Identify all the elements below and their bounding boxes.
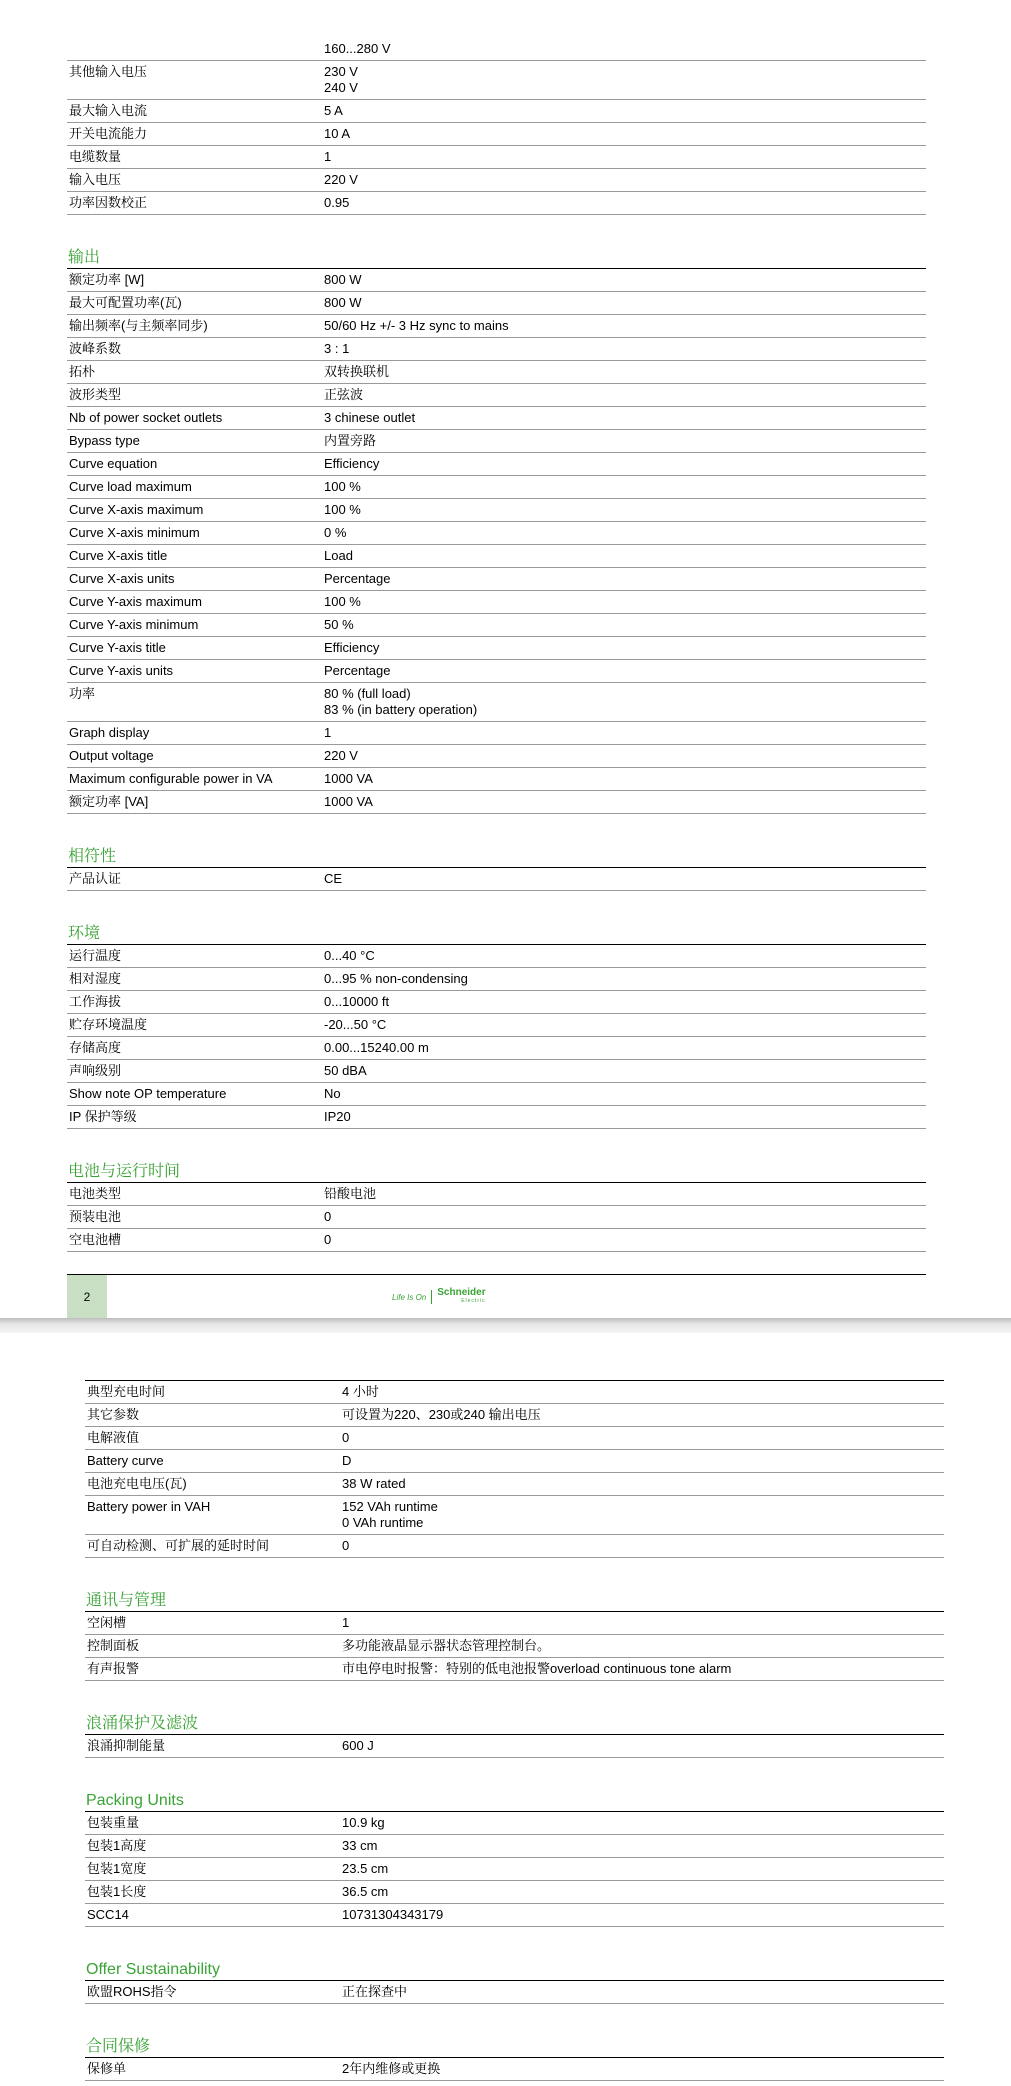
page-2-content — [85, 1380, 944, 2081]
spec-label: 控制面板 — [87, 1638, 140, 1653]
spec-page-2 — [0, 1333, 1011, 2086]
spec-label: Show note OP temperature — [69, 1086, 227, 1101]
spec-row — [67, 315, 926, 338]
spec-label: 相对湿度 — [69, 971, 122, 986]
spec-value — [324, 1186, 926, 1202]
spec-label: Curve load maximum — [69, 479, 192, 494]
spec-value — [324, 1209, 926, 1225]
section-title: 相符性 — [68, 848, 117, 865]
spec-label: SCC14 — [87, 1907, 129, 1922]
page-1-content — [67, 38, 926, 1252]
spec-label: Curve Y-axis maximum — [69, 594, 202, 609]
spec-value — [324, 948, 926, 964]
spec-value-line: 50/60 Hz +/- 3 Hz sync to mains — [324, 318, 509, 333]
spec-row — [85, 2058, 944, 2081]
spec-value-line: IP20 — [324, 1109, 351, 1124]
spec-table — [67, 944, 926, 1129]
spec-label: 保修单 — [87, 2061, 127, 2076]
spec-label: 包装1长度 — [87, 1884, 147, 1899]
spec-value-line: 0 VAh runtime — [342, 1515, 424, 1530]
spec-row — [67, 100, 926, 123]
spec-label: Curve Y-axis title — [69, 640, 166, 655]
spec-value-line: 可设置为220、230或240 输出电压 — [342, 1407, 541, 1422]
spec-value-line: 600 J — [342, 1738, 374, 1753]
spec-row — [67, 791, 926, 814]
spec-row — [67, 660, 926, 683]
spec-value-line: 0...95 % non-condensing — [324, 971, 468, 986]
spec-value — [324, 571, 926, 587]
spec-row — [67, 61, 926, 100]
spec-value-line: 0.00...15240.00 m — [324, 1040, 429, 1055]
spec-table — [85, 2057, 944, 2081]
spec-label: Curve Y-axis units — [69, 663, 174, 678]
spec-value — [324, 364, 926, 380]
spec-row — [67, 38, 926, 61]
spec-value — [342, 1638, 944, 1654]
spec-value-line: 160...280 V — [324, 41, 391, 56]
spec-value-line: 50 dBA — [324, 1063, 367, 1078]
spec-label: 可自动检测、可扩展的延时时间 — [87, 1538, 270, 1553]
spec-value-line: 市电停电时报警：特别的低电池报警overload continuous tone alarm — [342, 1661, 732, 1676]
spec-label: 其他输入电压 — [69, 64, 148, 79]
spec-value — [342, 1738, 944, 1754]
spec-value-line: 双转换联机 — [324, 364, 390, 379]
spec-value-line: 10.9 kg — [342, 1815, 385, 1830]
spec-value-line: 230 V — [324, 64, 358, 79]
spec-value — [342, 1884, 944, 1900]
spec-value — [324, 1232, 926, 1248]
spec-value — [324, 456, 926, 472]
spec-row — [67, 407, 926, 430]
spec-label: Nb of power socket outlets — [69, 410, 223, 425]
spec-row — [67, 1106, 926, 1129]
spec-row — [67, 683, 926, 722]
spec-label: Curve X-axis minimum — [69, 525, 200, 540]
spec-row — [67, 991, 926, 1014]
spec-value-line: 正弦波 — [324, 387, 364, 402]
section-title: 电池与运行时间 — [68, 1163, 181, 1180]
spec-value — [342, 1815, 944, 1831]
spec-value — [342, 1407, 944, 1423]
spec-label: 电池类型 — [69, 1186, 122, 1201]
spec-row — [67, 1083, 926, 1106]
spec-label: 额定功率 [W] — [69, 272, 145, 287]
spec-label: 输入电压 — [69, 172, 122, 187]
spec-value-line: 1000 VA — [324, 771, 373, 786]
spec-row — [67, 1014, 926, 1037]
spec-value-line: 1 — [342, 1615, 350, 1630]
spec-value-line: 80 % (full load) — [324, 686, 411, 701]
spec-value — [324, 794, 926, 810]
spec-label: 声响级别 — [69, 1063, 122, 1078]
spec-value — [342, 1453, 944, 1469]
spec-row — [67, 499, 926, 522]
spec-label: 电解液值 — [87, 1430, 140, 1445]
spec-row — [85, 1881, 944, 1904]
spec-value-line: 0 — [324, 1209, 332, 1224]
spec-value-line: 800 W — [324, 272, 362, 287]
spec-row — [67, 146, 926, 169]
spec-value — [324, 1040, 926, 1056]
spec-row — [85, 1427, 944, 1450]
spec-value — [342, 2061, 944, 2077]
spec-row — [85, 1904, 944, 1927]
spec-value — [342, 1907, 944, 1923]
spec-label: 开关电流能力 — [69, 126, 148, 141]
spec-label: 产品认证 — [69, 871, 122, 886]
spec-value — [324, 1109, 926, 1125]
spec-row — [67, 591, 926, 614]
spec-label: Output voltage — [69, 748, 154, 763]
spec-value — [342, 1476, 944, 1492]
spec-label: 波峰系数 — [69, 341, 122, 356]
spec-value — [324, 686, 926, 718]
spec-value — [342, 1430, 944, 1446]
spec-value — [342, 1838, 944, 1854]
spec-row — [67, 768, 926, 791]
spec-table — [67, 867, 926, 891]
logo-brand-name: Schneider — [437, 1287, 486, 1298]
spec-value — [324, 594, 926, 610]
spec-value — [324, 272, 926, 288]
spec-value — [324, 1063, 926, 1079]
spec-row — [67, 1229, 926, 1252]
spec-row — [85, 1858, 944, 1881]
spec-row — [67, 568, 926, 591]
spec-label: 贮存环境温度 — [69, 1017, 148, 1032]
schneider-logo — [392, 1289, 486, 1305]
spec-row — [67, 1060, 926, 1083]
spec-value — [324, 994, 926, 1010]
spec-label: Curve X-axis title — [69, 548, 168, 563]
spec-row — [85, 1496, 944, 1535]
spec-row — [67, 292, 926, 315]
spec-label: 欧盟ROHS指令 — [87, 1984, 177, 1999]
spec-value-line: 36.5 cm — [342, 1884, 389, 1899]
spec-label: 波形类型 — [69, 387, 122, 402]
page-footer — [67, 1274, 926, 1318]
spec-row — [85, 1612, 944, 1635]
spec-row — [67, 453, 926, 476]
spec-row — [67, 745, 926, 768]
spec-label: Battery curve — [87, 1453, 164, 1468]
spec-table — [85, 1611, 944, 1681]
spec-value — [324, 387, 926, 403]
spec-value — [324, 103, 926, 119]
spec-label: 典型充电时间 — [87, 1384, 166, 1399]
spec-value — [324, 525, 926, 541]
spec-label: Graph display — [69, 725, 150, 740]
spec-table — [67, 1182, 926, 1252]
spec-value — [324, 1017, 926, 1033]
spec-label: 包装1高度 — [87, 1838, 147, 1853]
spec-row — [85, 1450, 944, 1473]
spec-value-line: 1000 VA — [324, 794, 373, 809]
logo-brand — [437, 1288, 485, 1306]
spec-value-line: 100 % — [324, 594, 361, 609]
spec-label: 空闲槽 — [87, 1615, 127, 1630]
spec-value-line: 220 V — [324, 172, 358, 187]
spec-value — [324, 295, 926, 311]
spec-row — [67, 192, 926, 215]
spec-row — [67, 1037, 926, 1060]
spec-label: 最大可配置功率(瓦) — [69, 295, 182, 310]
spec-value — [324, 725, 926, 741]
logo-divider — [431, 1290, 432, 1304]
spec-value — [324, 748, 926, 764]
spec-value-line: 0 — [324, 1232, 332, 1247]
spec-value-line: 240 V — [324, 80, 358, 95]
spec-label: 有声报警 — [87, 1661, 140, 1676]
spec-value-line: 铅酸电池 — [324, 1186, 377, 1201]
spec-row — [85, 1404, 944, 1427]
spec-value-line: Efficiency — [324, 456, 380, 471]
section-title: 通讯与管理 — [86, 1592, 167, 1609]
spec-row — [67, 637, 926, 660]
spec-value-line: 1 — [324, 149, 332, 164]
spec-value-line: 0 — [342, 1538, 350, 1553]
spec-value-line: 5 A — [324, 103, 343, 118]
spec-label: Curve X-axis units — [69, 571, 175, 586]
spec-label: 最大输入电流 — [69, 103, 148, 118]
spec-value-line: Percentage — [324, 663, 391, 678]
spec-table — [85, 1734, 944, 1758]
spec-value-line: 正在探查中 — [342, 1984, 408, 1999]
spec-row — [67, 123, 926, 146]
spec-value — [324, 41, 926, 57]
spec-value-line: 1 — [324, 725, 332, 740]
spec-value-line: 2年内维修或更换 — [342, 2061, 441, 2076]
spec-value-line: 800 W — [324, 295, 362, 310]
spec-value-line: 33 cm — [342, 1838, 378, 1853]
spec-label: 预装电池 — [69, 1209, 122, 1224]
spec-table — [67, 38, 926, 215]
spec-value-line: 0...10000 ft — [324, 994, 390, 1009]
spec-row — [85, 1735, 944, 1758]
spec-row — [85, 1835, 944, 1858]
spec-row — [67, 968, 926, 991]
spec-row — [85, 1658, 944, 1681]
logo-tagline: Life Is On — [392, 1292, 427, 1302]
page-number: 2 — [67, 1275, 107, 1319]
spec-value — [342, 1499, 944, 1531]
spec-row — [85, 1381, 944, 1404]
spec-value — [324, 617, 926, 633]
spec-value-line: 内置旁路 — [324, 433, 377, 448]
spec-value — [324, 771, 926, 787]
spec-value — [324, 548, 926, 564]
spec-value — [324, 433, 926, 449]
spec-table — [85, 1380, 944, 1558]
spec-value-line: 4 小时 — [342, 1384, 379, 1399]
spec-value — [324, 149, 926, 165]
spec-label: Curve equation — [69, 456, 158, 471]
spec-label: Curve Y-axis minimum — [69, 617, 199, 632]
spec-row — [67, 722, 926, 745]
spec-row — [85, 1981, 944, 2004]
spec-value-line: 0...40 °C — [324, 948, 375, 963]
spec-value — [324, 640, 926, 656]
spec-value-line: 3 : 1 — [324, 341, 350, 356]
spec-row — [67, 1206, 926, 1229]
spec-label: Maximum configurable power in VA — [69, 771, 273, 786]
spec-row — [67, 545, 926, 568]
section-title: 输出 — [68, 249, 101, 266]
spec-label: IP 保护等级 — [69, 1109, 137, 1124]
spec-value — [324, 1086, 926, 1102]
spec-label: 运行温度 — [69, 948, 122, 963]
spec-row — [67, 868, 926, 891]
spec-value — [324, 341, 926, 357]
spec-label: 工作海拔 — [69, 994, 122, 1009]
spec-label: 电池充电电压(瓦) — [87, 1476, 187, 1491]
spec-label: 包装重量 — [87, 1815, 140, 1830]
spec-value-line: 152 VAh runtime — [342, 1499, 438, 1514]
spec-value — [324, 410, 926, 426]
section-title: 合同保修 — [86, 2038, 151, 2055]
spec-value — [324, 172, 926, 188]
section-title: 环境 — [68, 925, 101, 942]
spec-value — [342, 1984, 944, 2000]
spec-label: Battery power in VAH — [87, 1499, 211, 1514]
spec-value-line: 0 — [342, 1430, 350, 1445]
spec-value-line: 100 % — [324, 502, 361, 517]
spec-row — [67, 361, 926, 384]
spec-row — [67, 338, 926, 361]
spec-label: 浪涌抑制能量 — [87, 1738, 166, 1753]
spec-row — [67, 430, 926, 453]
spec-value — [324, 126, 926, 142]
spec-value — [324, 871, 926, 887]
spec-label: Bypass type — [69, 433, 140, 448]
spec-value — [342, 1661, 944, 1677]
spec-value — [324, 663, 926, 679]
spec-label — [69, 41, 324, 57]
spec-row — [85, 1473, 944, 1496]
page-separator — [0, 1318, 1011, 1333]
spec-value-line: 10 A — [324, 126, 351, 141]
spec-value — [324, 195, 926, 211]
section-title: Offer Sustainability — [86, 1961, 220, 1978]
spec-value-line: No — [324, 1086, 341, 1101]
spec-value — [324, 502, 926, 518]
spec-table — [85, 1811, 944, 1927]
spec-row — [67, 614, 926, 637]
spec-row — [85, 1535, 944, 1558]
spec-value-line: 38 W rated — [342, 1476, 406, 1491]
spec-label: 空电池槽 — [69, 1232, 122, 1247]
spec-table — [67, 268, 926, 814]
spec-value-line: 0.95 — [324, 195, 350, 210]
spec-value-line: CE — [324, 871, 343, 886]
spec-label: 其它参数 — [87, 1407, 140, 1422]
spec-value-line: 83 % (in battery operation) — [324, 702, 478, 717]
spec-label: 电缆数量 — [69, 149, 122, 164]
spec-row — [67, 476, 926, 499]
section-title: 浪涌保护及滤波 — [86, 1715, 199, 1732]
spec-value — [324, 971, 926, 987]
logo-brand-sub: Electric — [461, 1298, 486, 1304]
spec-value-line: 220 V — [324, 748, 358, 763]
spec-value — [342, 1538, 944, 1554]
spec-value-line: D — [342, 1453, 352, 1468]
spec-value-line: 100 % — [324, 479, 361, 494]
spec-value-line: Percentage — [324, 571, 391, 586]
spec-value-line: 0 % — [324, 525, 347, 540]
spec-label: 额定功率 [VA] — [69, 794, 149, 809]
spec-table — [85, 1980, 944, 2004]
spec-label: 输出频率(与主频率同步) — [69, 318, 208, 333]
spec-row — [67, 522, 926, 545]
spec-value-line: 10731304343179 — [342, 1907, 444, 1922]
spec-row — [67, 384, 926, 407]
spec-value-line: 50 % — [324, 617, 354, 632]
spec-value — [342, 1861, 944, 1877]
spec-label: 功率 — [69, 686, 96, 701]
spec-label: 存储高度 — [69, 1040, 122, 1055]
spec-label: Curve X-axis maximum — [69, 502, 204, 517]
spec-value-line: 3 chinese outlet — [324, 410, 416, 425]
spec-value — [324, 479, 926, 495]
spec-row — [85, 1635, 944, 1658]
spec-value-line: Efficiency — [324, 640, 380, 655]
spec-value-line: 多功能液晶显示器状态管理控制台。 — [342, 1638, 551, 1653]
spec-row — [67, 1183, 926, 1206]
spec-value-line: 23.5 cm — [342, 1861, 389, 1876]
spec-value-line: Load — [324, 548, 353, 563]
spec-value-line: -20...50 °C — [324, 1017, 387, 1032]
spec-value — [342, 1384, 944, 1400]
spec-value — [324, 64, 926, 96]
spec-row — [67, 169, 926, 192]
spec-row — [85, 1812, 944, 1835]
section-title: Packing Units — [86, 1792, 184, 1809]
spec-row — [67, 945, 926, 968]
spec-value — [324, 318, 926, 334]
spec-label: 拓朴 — [69, 364, 96, 379]
spec-row — [67, 269, 926, 292]
spec-value — [342, 1615, 944, 1631]
spec-label: 包装1宽度 — [87, 1861, 147, 1876]
spec-label: 功率因数校正 — [69, 195, 148, 210]
